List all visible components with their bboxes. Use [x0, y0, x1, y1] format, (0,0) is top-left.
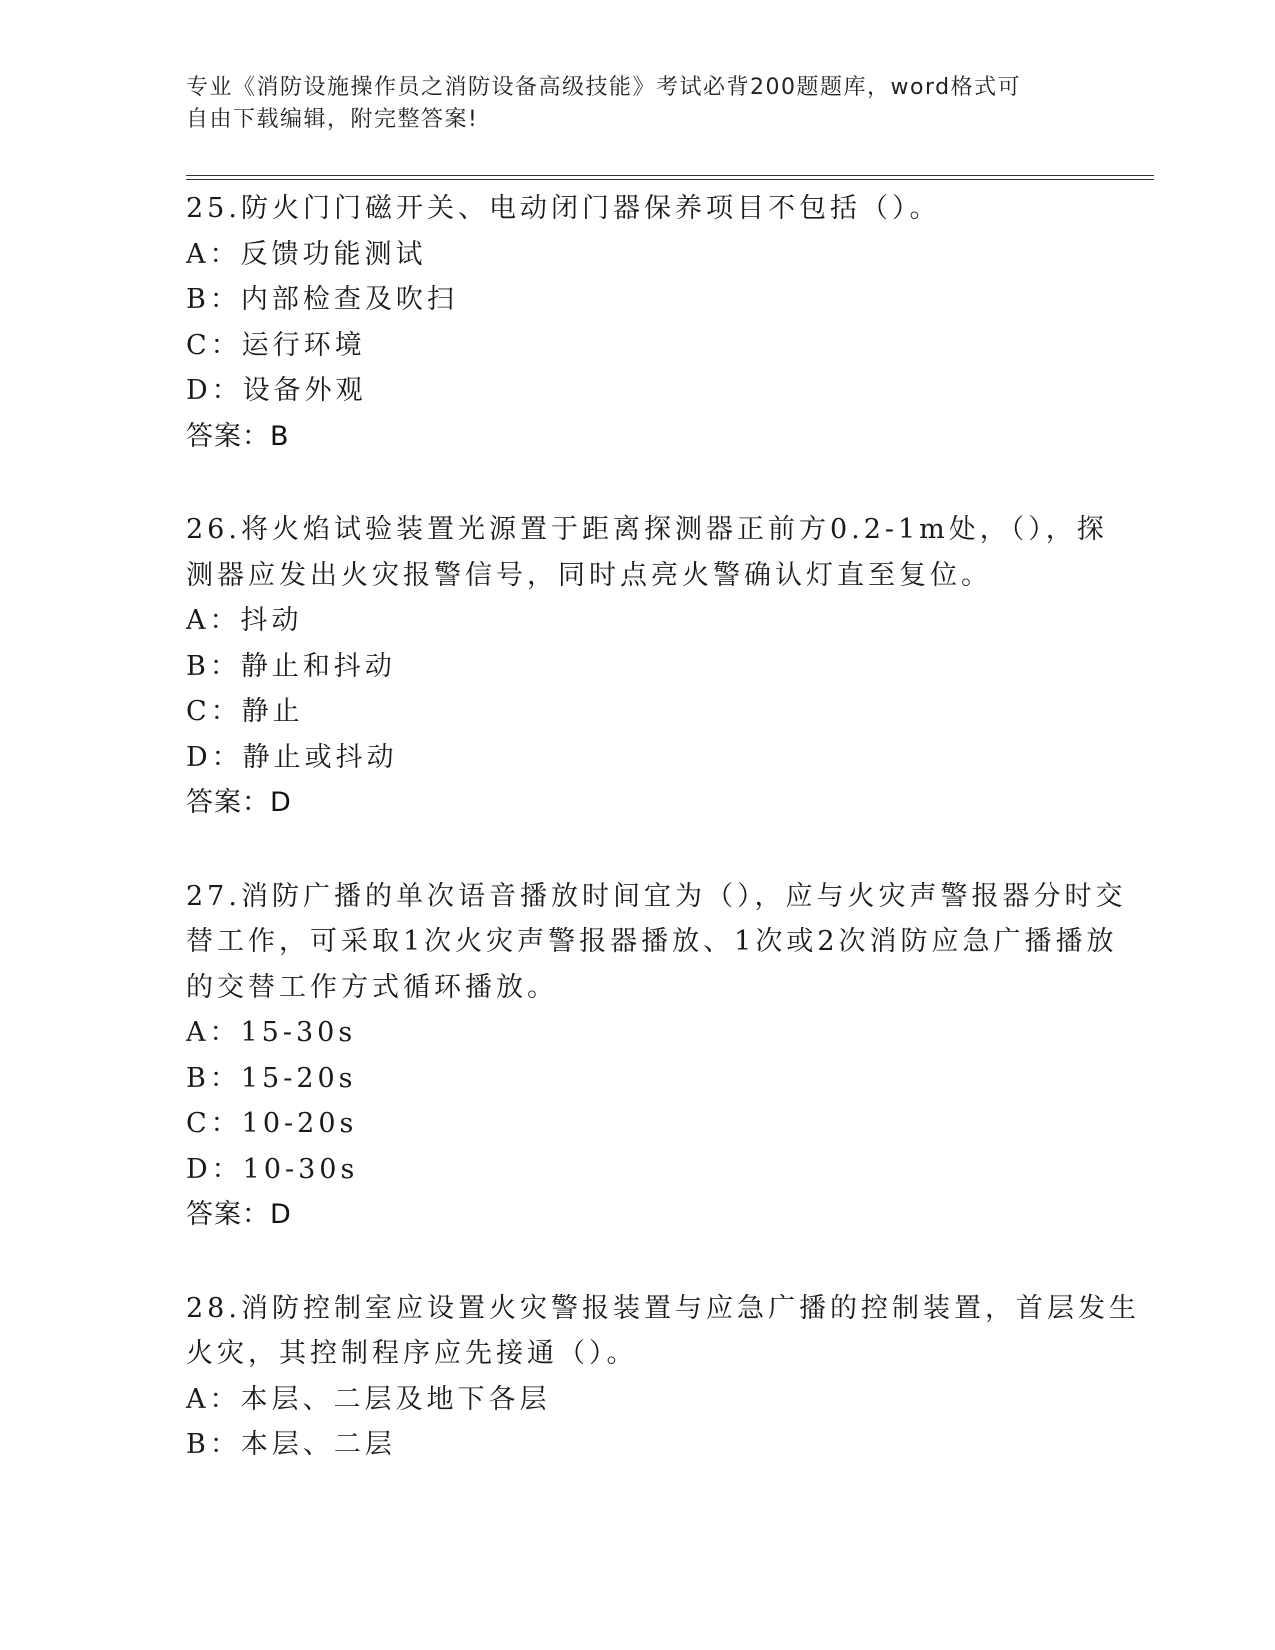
question-text [186, 874, 1127, 1011]
question-28 [186, 1286, 1140, 1468]
option-b: B：静止和抖动 [186, 650, 396, 682]
question-line: 25.防火门门磁开关、电动闭门器保养项目不包括（）。 [186, 193, 941, 224]
question-line: 的交替工作方式循环播放。 [186, 971, 558, 1003]
document-header [186, 72, 1086, 136]
option-b: B：本层、二层 [186, 1429, 396, 1460]
option-a: A：抖动 [186, 605, 303, 636]
question-text [186, 186, 1086, 232]
answer: 答案：B [186, 420, 290, 452]
header-line-2: 自由下载编辑，附完整答案! [186, 107, 479, 132]
option-c: C：10-20s [186, 1108, 358, 1139]
question-line: 27.消防广播的单次语音播放时间宜为（），应与火灾声警报器分时交 [186, 880, 1127, 912]
question-line: 28.消防控制室应设置火灾警报装置与应急广播的控制装置，首层发生 [186, 1292, 1140, 1324]
header-line-1: 专业《消防设施操作员之消防设备高级技能》考试必背200题题库，word格式可 [186, 75, 1022, 100]
question-26 [186, 507, 1108, 826]
option-b: B：内部检查及吹扫 [186, 284, 458, 315]
option-d: D：10-30s [186, 1153, 359, 1185]
option-b: B：15-20s [186, 1062, 357, 1094]
option-a: A：15-30s [186, 1017, 357, 1048]
option-c: C：静止 [186, 696, 304, 727]
question-27 [186, 874, 1127, 1238]
option-a: A：本层、二层及地下各层 [186, 1383, 551, 1415]
question-line: 测器应发出火灾报警信号，同时点亮火警确认灯直至复位。 [186, 559, 992, 591]
option-d: D：设备外观 [186, 375, 367, 406]
option-d: D：静止或抖动 [186, 741, 398, 773]
question-line: 替工作，可采取1次火灾声警报器播放、1次或2次消防应急广播播放 [186, 926, 1118, 957]
answer: 答案：D [186, 1199, 292, 1230]
option-a: A：反馈功能测试 [186, 238, 427, 270]
question-list [186, 186, 1140, 1516]
question-text [186, 507, 1108, 598]
question-25 [186, 186, 1086, 459]
question-line: 26.将火焰试验装置光源置于距离探测器正前方0.2-1m处，（），探 [186, 514, 1108, 545]
option-c: C：运行环境 [186, 329, 366, 361]
answer: 答案：D [186, 787, 292, 818]
question-text [186, 1286, 1140, 1377]
header-divider [186, 175, 1154, 180]
question-line: 火灾，其控制程序应先接通（）。 [186, 1338, 638, 1369]
